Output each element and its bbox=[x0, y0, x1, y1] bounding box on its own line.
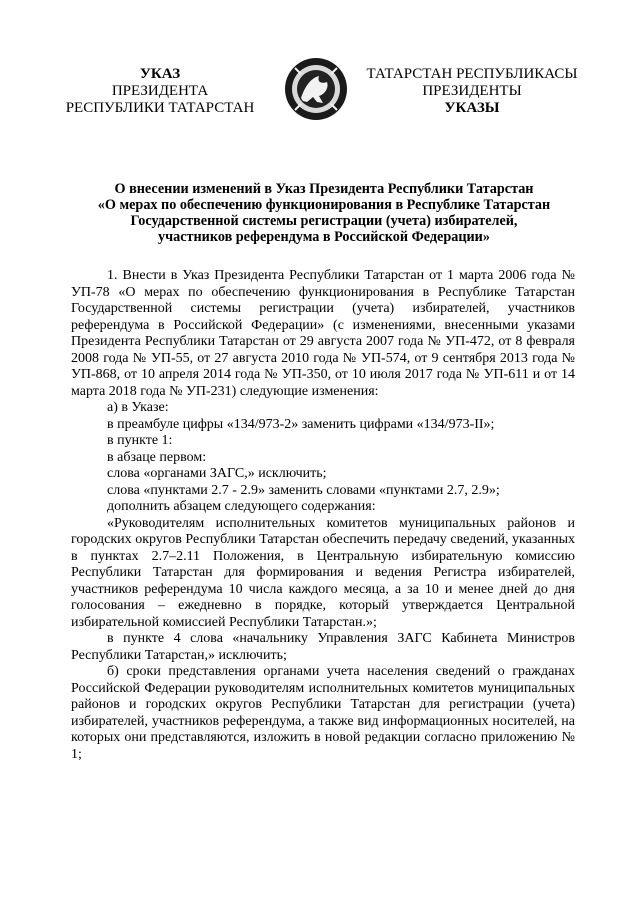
paragraph: дополнить абзацем следующего содержания: bbox=[107, 499, 376, 514]
paragraph: в преамбуле цифры «134/973-2» заменить цифрами «134/973-II»; bbox=[107, 416, 495, 432]
decree-body bbox=[71, 268, 575, 763]
header-right-line: ПРЕЗИДЕНТЫ bbox=[422, 83, 522, 99]
header-right-line: ТАТАРСТАН РЕСПУБЛИКАСЫ bbox=[366, 66, 578, 82]
decree-title bbox=[70, 181, 578, 245]
title-line: участников референдума в Российской Федерации» bbox=[158, 229, 490, 245]
header-left-block bbox=[60, 66, 260, 117]
title-line: О внесении изменений в Указ Президента Республики Татарстан bbox=[114, 181, 534, 197]
paragraph: в абзаце первом: bbox=[107, 449, 207, 465]
paragraph: а) в Указе: bbox=[107, 400, 169, 415]
header-left-line: ПРЕЗИДЕНТА bbox=[111, 83, 209, 99]
paragraph: в пункте 1: bbox=[107, 433, 173, 448]
paragraph: б) сроки представления органами учета населения сведений о гражданах Российской Федерации руководителям исполнительных комитетов муниципальных районов и городских округов Республики Татарстан для регистрации (учета) избирателей, участников референдума, а также вид информационных носителей, на которых они представляются, изложить в новой редакции согласно приложению № 1; bbox=[71, 664, 575, 762]
header-left-line: УКАЗ bbox=[139, 66, 181, 82]
paragraph: слова «органами ЗАГС,» исключить; bbox=[107, 466, 327, 481]
header-right-line: УКАЗЫ bbox=[444, 100, 500, 116]
paragraph: слова «пунктами 2.7 - 2.9» заменить словами «пунктами 2.7, 2.9»; bbox=[107, 482, 500, 498]
paragraph: в пункте 4 слова «начальнику Управления ЗАГС Кабинета Министров Республики Татарстан,» исключить; bbox=[71, 631, 575, 663]
header-right-block bbox=[352, 66, 592, 117]
tatarstan-coat-of-arms-icon bbox=[283, 56, 349, 122]
paragraph: «Руководителям исполнительных комитетов муниципальных районов и городских округов Республики Татарстан обеспечить передачу сведений, указанных в пунктах 2.7–2.11 Положения, в Центральную избирательную комиссию Республики Татарстан для формирования и ведения Регистра избирателей, участников референдума 10 числа каждого месяца, а за 10 и менее дней до дня голосования – ежедневно в порядке, который утверждается Центральной избирательной комиссией Республики Татарстан.»; bbox=[71, 515, 575, 630]
title-line: «О мерах по обеспечению функционирования в Республике Татарстан bbox=[97, 197, 551, 213]
header-left-line: РЕСПУБЛИКИ ТАТАРСТАН bbox=[65, 100, 255, 116]
title-line: Государственной системы регистрации (учета) избирателей, bbox=[130, 213, 518, 229]
paragraph: 1. Внести в Указ Президента Республики Татарстан от 1 марта 2006 года № УП-78 «О мерах по обеспечению функционирования в Республике Татарстан Государственной системы регистрации (учета) избирателей, участников референдума в Российской Федерации» (с изменениями, внесенными указами Президента Республики Татарстан от 29 августа 2007 года № УП-472, от 8 февраля 2008 года № УП-55, от 27 августа 2010 года № УП-574, от 9 сентября 2013 года № УП-868, от 10 апреля 2014 года № УП-350, от 10 июля 2017 года № УП-611 и от 14 марта 2018 года № УП-231) следующие изменения: bbox=[71, 268, 575, 399]
